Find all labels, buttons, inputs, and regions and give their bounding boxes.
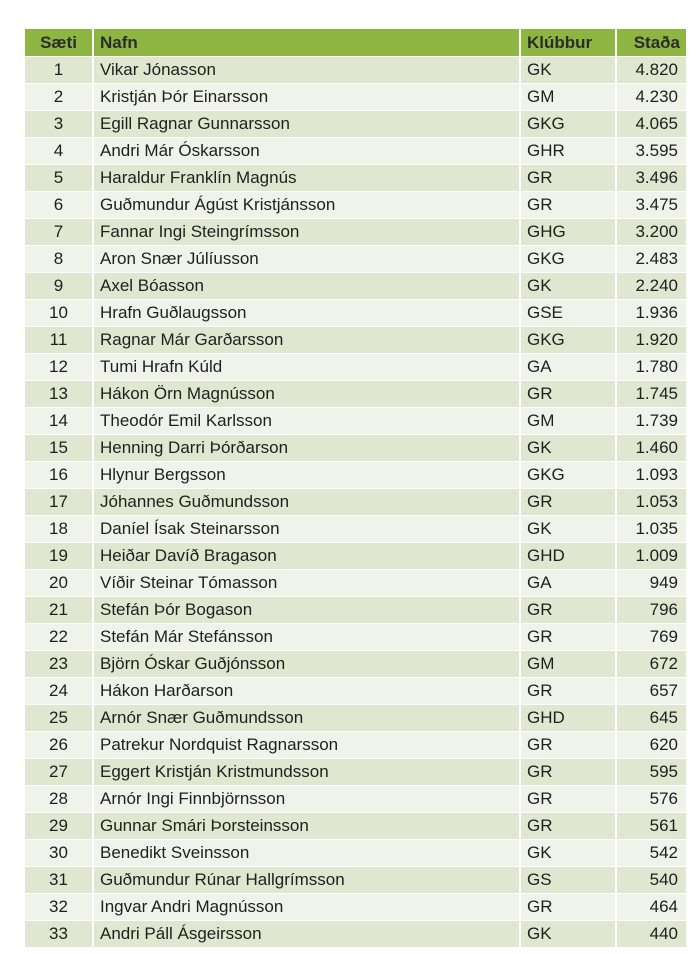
score-cell: 4.230 <box>617 84 686 111</box>
score-cell: 672 <box>617 651 686 678</box>
club-cell: GHG <box>521 219 617 246</box>
standings-sheet <box>24 29 686 954</box>
name-cell: Egill Ragnar Gunnarsson <box>94 111 521 138</box>
club-cell: GM <box>521 84 617 111</box>
club-cell: GR <box>521 597 617 624</box>
rank-cell: 14 <box>25 408 94 435</box>
score-cell: 1.009 <box>617 543 686 570</box>
rank-cell: 28 <box>25 786 94 813</box>
table-row <box>25 624 686 651</box>
table-row <box>25 732 686 759</box>
name-cell: Hákon Harðarson <box>94 678 521 705</box>
score-cell: 3.496 <box>617 165 686 192</box>
rank-cell: 21 <box>25 597 94 624</box>
score-cell: 796 <box>617 597 686 624</box>
rank-cell: 20 <box>25 570 94 597</box>
rank-cell: 1 <box>25 57 94 84</box>
table-row <box>25 786 686 813</box>
name-cell: Ragnar Már Garðarsson <box>94 327 521 354</box>
score-cell: 3.475 <box>617 192 686 219</box>
name-cell: Ingvar Andri Magnússon <box>94 894 521 921</box>
name-cell: Arnór Ingi Finnbjörnsson <box>94 786 521 813</box>
name-cell: Hákon Örn Magnússon <box>94 381 521 408</box>
name-cell: Haraldur Franklín Magnús <box>94 165 521 192</box>
rank-cell: 7 <box>25 219 94 246</box>
rank-cell: 16 <box>25 462 94 489</box>
table-row <box>25 219 686 246</box>
table-row <box>25 84 686 111</box>
club-cell: GR <box>521 786 617 813</box>
club-cell: GR <box>521 381 617 408</box>
score-cell: 540 <box>617 867 686 894</box>
table-body <box>25 57 686 948</box>
rank-cell: 4 <box>25 138 94 165</box>
name-cell: Tumi Hrafn Kúld <box>94 354 521 381</box>
column-header-club: Klúbbur <box>521 29 617 57</box>
score-cell: 1.460 <box>617 435 686 462</box>
score-cell: 4.065 <box>617 111 686 138</box>
table-row <box>25 111 686 138</box>
score-cell: 657 <box>617 678 686 705</box>
table-row <box>25 354 686 381</box>
name-cell: Guðmundur Rúnar Hallgrímsson <box>94 867 521 894</box>
rank-cell: 30 <box>25 840 94 867</box>
table-row <box>25 489 686 516</box>
score-cell: 1.745 <box>617 381 686 408</box>
rank-cell: 11 <box>25 327 94 354</box>
name-cell: Hlynur Bergsson <box>94 462 521 489</box>
rank-cell: 25 <box>25 705 94 732</box>
name-cell: Arnór Snær Guðmundsson <box>94 705 521 732</box>
club-cell: GHR <box>521 138 617 165</box>
club-cell: GA <box>521 570 617 597</box>
table-row <box>25 246 686 273</box>
name-cell: Stefán Már Stefánsson <box>94 624 521 651</box>
name-cell: Patrekur Nordquist Ragnarsson <box>94 732 521 759</box>
club-cell: GR <box>521 732 617 759</box>
score-cell: 1.093 <box>617 462 686 489</box>
table-row <box>25 840 686 867</box>
club-cell: GR <box>521 624 617 651</box>
rank-cell: 27 <box>25 759 94 786</box>
rank-cell: 15 <box>25 435 94 462</box>
club-cell: GKG <box>521 462 617 489</box>
name-cell: Benedikt Sveinsson <box>94 840 521 867</box>
table-row <box>25 327 686 354</box>
club-cell: GHD <box>521 705 617 732</box>
club-cell: GKG <box>521 246 617 273</box>
rank-cell: 26 <box>25 732 94 759</box>
rank-cell: 29 <box>25 813 94 840</box>
score-cell: 620 <box>617 732 686 759</box>
table-row <box>25 192 686 219</box>
club-cell: GS <box>521 867 617 894</box>
score-cell: 576 <box>617 786 686 813</box>
club-cell: GSE <box>521 300 617 327</box>
name-cell: Andri Már Óskarsson <box>94 138 521 165</box>
score-cell: 769 <box>617 624 686 651</box>
rank-cell: 5 <box>25 165 94 192</box>
name-cell: Jóhannes Guðmundsson <box>94 489 521 516</box>
table-row <box>25 300 686 327</box>
rank-cell: 13 <box>25 381 94 408</box>
score-cell: 2.240 <box>617 273 686 300</box>
name-cell: Vikar Jónasson <box>94 57 521 84</box>
table-row <box>25 165 686 192</box>
table-row <box>25 813 686 840</box>
column-header-rank: Sæti <box>25 29 94 57</box>
club-cell: GK <box>521 435 617 462</box>
name-cell: Theodór Emil Karlsson <box>94 408 521 435</box>
name-cell: Eggert Kristján Kristmundsson <box>94 759 521 786</box>
club-cell: GR <box>521 678 617 705</box>
score-cell: 595 <box>617 759 686 786</box>
table-row <box>25 435 686 462</box>
club-cell: GKG <box>521 327 617 354</box>
club-cell: GK <box>521 840 617 867</box>
rank-cell: 8 <box>25 246 94 273</box>
table-row <box>25 138 686 165</box>
name-cell: Víðir Steinar Tómasson <box>94 570 521 597</box>
club-cell: GR <box>521 894 617 921</box>
score-cell: 4.820 <box>617 57 686 84</box>
rank-cell: 17 <box>25 489 94 516</box>
score-cell: 1.936 <box>617 300 686 327</box>
club-cell: GA <box>521 354 617 381</box>
rank-cell: 9 <box>25 273 94 300</box>
rank-cell: 2 <box>25 84 94 111</box>
club-cell: GR <box>521 192 617 219</box>
table-row <box>25 759 686 786</box>
table-row <box>25 678 686 705</box>
column-header-name: Nafn <box>94 29 521 57</box>
score-cell: 1.739 <box>617 408 686 435</box>
score-cell: 464 <box>617 894 686 921</box>
club-cell: GK <box>521 516 617 543</box>
rank-cell: 6 <box>25 192 94 219</box>
name-cell: Aron Snær Júlíusson <box>94 246 521 273</box>
score-cell: 1.780 <box>617 354 686 381</box>
rank-cell: 22 <box>25 624 94 651</box>
club-cell: GR <box>521 813 617 840</box>
table-header-row <box>25 29 686 57</box>
name-cell: Axel Bóasson <box>94 273 521 300</box>
name-cell: Hrafn Guðlaugsson <box>94 300 521 327</box>
name-cell: Henning Darri Þórðarson <box>94 435 521 462</box>
club-cell: GM <box>521 651 617 678</box>
table-row <box>25 570 686 597</box>
name-cell: Kristján Þór Einarsson <box>94 84 521 111</box>
rank-cell: 31 <box>25 867 94 894</box>
score-cell: 2.483 <box>617 246 686 273</box>
score-cell: 561 <box>617 813 686 840</box>
table-row <box>25 273 686 300</box>
rank-cell: 33 <box>25 921 94 948</box>
score-cell: 542 <box>617 840 686 867</box>
rank-cell: 3 <box>25 111 94 138</box>
club-cell: GKG <box>521 111 617 138</box>
score-cell: 645 <box>617 705 686 732</box>
rank-cell: 12 <box>25 354 94 381</box>
name-cell: Fannar Ingi Steingrímsson <box>94 219 521 246</box>
club-cell: GR <box>521 165 617 192</box>
score-cell: 1.035 <box>617 516 686 543</box>
rank-cell: 18 <box>25 516 94 543</box>
table-row <box>25 894 686 921</box>
name-cell: Gunnar Smári Þorsteinsson <box>94 813 521 840</box>
table-row <box>25 543 686 570</box>
rank-cell: 23 <box>25 651 94 678</box>
name-cell: Björn Óskar Guðjónsson <box>94 651 521 678</box>
club-cell: GK <box>521 921 617 948</box>
club-cell: GR <box>521 759 617 786</box>
name-cell: Heiðar Davíð Bragason <box>94 543 521 570</box>
table-row <box>25 651 686 678</box>
club-cell: GK <box>521 273 617 300</box>
standings-table <box>25 29 686 948</box>
name-cell: Daníel Ísak Steinarsson <box>94 516 521 543</box>
club-cell: GHD <box>521 543 617 570</box>
score-cell: 3.595 <box>617 138 686 165</box>
rank-cell: 19 <box>25 543 94 570</box>
score-cell: 3.200 <box>617 219 686 246</box>
score-cell: 949 <box>617 570 686 597</box>
table-row <box>25 57 686 84</box>
column-header-score: Staða <box>617 29 686 57</box>
club-cell: GK <box>521 57 617 84</box>
score-cell: 1.053 <box>617 489 686 516</box>
table-row <box>25 516 686 543</box>
score-cell: 440 <box>617 921 686 948</box>
name-cell: Andri Páll Ásgeirsson <box>94 921 521 948</box>
table-row <box>25 597 686 624</box>
name-cell: Guðmundur Ágúst Kristjánsson <box>94 192 521 219</box>
club-cell: GM <box>521 408 617 435</box>
table-row <box>25 408 686 435</box>
rank-cell: 10 <box>25 300 94 327</box>
score-cell: 1.920 <box>617 327 686 354</box>
table-row <box>25 462 686 489</box>
table-row <box>25 867 686 894</box>
table-row <box>25 921 686 948</box>
rank-cell: 24 <box>25 678 94 705</box>
club-cell: GR <box>521 489 617 516</box>
table-row <box>25 705 686 732</box>
table-row <box>25 381 686 408</box>
name-cell: Stefán Þór Bogason <box>94 597 521 624</box>
rank-cell: 32 <box>25 894 94 921</box>
